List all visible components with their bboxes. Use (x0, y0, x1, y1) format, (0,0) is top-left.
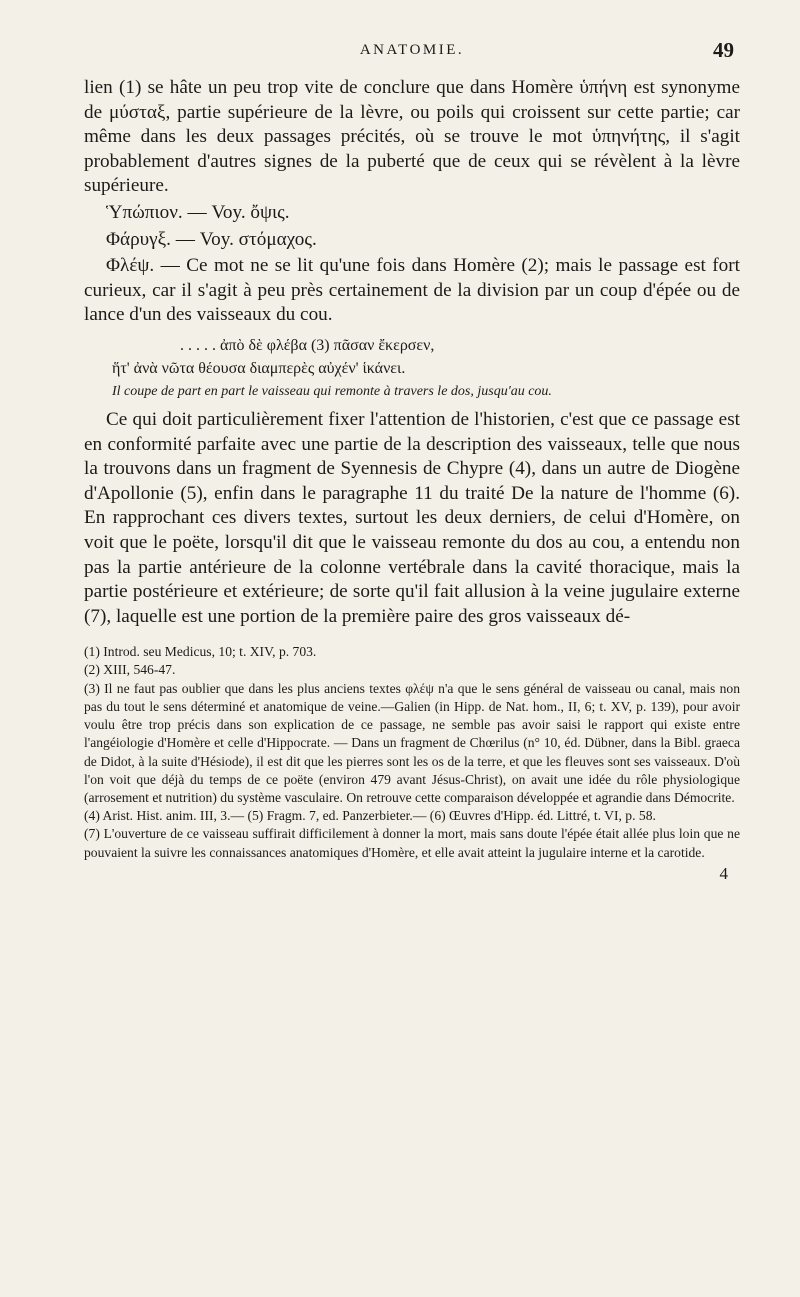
paragraph-commentary: Ce qui doit particulièrement fixer l'attention de l'historien, c'est que ce passage est en conformité parfaite avec une partie de la description des vaisseaux, telle que nous la trouvons dans un fragment de Syennesis de Chypre (4), dans un autre de Diogène d'Apollonie (5), enfin dans le paragraphe 11 du traité De la nature de l'homme (6). En rapprochant ces divers textes, surtout les deux derniers, de celui d'Homère, on voit que le poëte, lorsqu'il dit que le vaisseau remonte du dos au cou, a entendu non pas la partie antérieure de la colonne vertébrale dans la cavité thoracique, mais la partie postérieure et extérieure; de sorte qu'il fait allusion à la veine jugulaire externe (7), laquelle est une portion de la première paire des gros vaisseaux dé- (84, 408, 740, 627)
footnote-4-6: (4) Arist. Hist. anim. III, 3.— (5) Fragm. 7, ed. Panzerbieter.— (6) Œuvres d'Hipp. éd. Littré, t. VI, p. 58. (84, 808, 656, 824)
running-title: ANATOMIE. (359, 42, 465, 58)
quote-translation: Il coupe de part en part le vaisseau qui remonte à travers le dos, jusqu'au cou. (112, 383, 552, 399)
quote-line-1: . . . . . ἀπὸ δὲ φλέβα (3) πᾶσαν ἔκερσεν, (180, 336, 435, 354)
footnote-7: (7) L'ouverture de ce vaisseau suffirait difficilement à donner la mort, mais sans doute l'épée était allée plus loin que ne pouvaient la suivre les connaissances anatomiques d'Homère, et elle avait atteint la jugulaire interne et la carotide. (84, 826, 740, 860)
page-header (84, 38, 740, 76)
main-text (84, 76, 740, 629)
page-number: 49 (713, 38, 734, 62)
homer-quote (84, 334, 740, 380)
footnote-3: (3) Il ne faut pas oublier que dans les plus anciens textes φλέψ n'a que le sens général de vaisseau ou canal, mais non pas du tout le sens déterminé et anatomique de veine.—Galien (in Hipp. de Nat. hom., II, 6; t. XV, p. 139), pour avoir voulu être trop précis dans son explication de ce passage, ne semble pas avoir saisi le rapport qui existe entre l'angéiologie d'Homère et celle d'Hippocrate. — Dans un fragment de Chœrilus (n° 10, éd. Dübner, dans la Bibl. graeca de Didot, à la suite d'Hésiode), il est dit que les pierres sont les os de la terre, et que les fleuves sont ses vaisseaux. D'où l'on voit que déjà du temps de ce poëte (environ 479 avant Jésus-Christ), on avait une idée du rôle physiologique (arrosement et nutrition) du système vasculaire. On retrouve cette comparaison développée et agrandie dans Démocrite. (84, 680, 740, 805)
paragraph-continuation: lien (1) se hâte un peu trop vite de conclure que dans Homère ὑπήνη est synonyme de μύσταξ, partie supérieure de la lèvre, ou poils qui croissent sur cette partie; car même dans les deux passages précités, où se trouve le mot ὑπηνήτης, il s'agit probablement d'autres signes de la puberté que de ceux qui se révèlent à la lèvre supérieure. (84, 77, 740, 197)
footnote-2: (2) XIII, 546-47. (84, 662, 176, 678)
entry-pharynx: Φάρυγξ. — Voy. στόμαχος. (106, 228, 317, 250)
entry-hypopion: Ὑπώπιον. — Voy. ὄψις. (106, 201, 290, 223)
quote-line-2: ἥτ' ἀνὰ νῶτα θέουσα διαμπερὲς αὐχέν' ἱκάνει. (112, 359, 406, 377)
footnotes (84, 643, 740, 861)
signature-mark: 4 (719, 863, 728, 883)
entry-phleps: Φλέψ. — Ce mot ne se lit qu'une fois dans Homère (2); mais le passage est fort curieux, car il s'agit à peu près certainement de la division par un coup d'épée ou de lance d'un des vaisseaux du cou. (84, 255, 740, 326)
footnote-1: (1) Introd. seu Medicus, 10; t. XIV, p. 703. (84, 644, 317, 660)
